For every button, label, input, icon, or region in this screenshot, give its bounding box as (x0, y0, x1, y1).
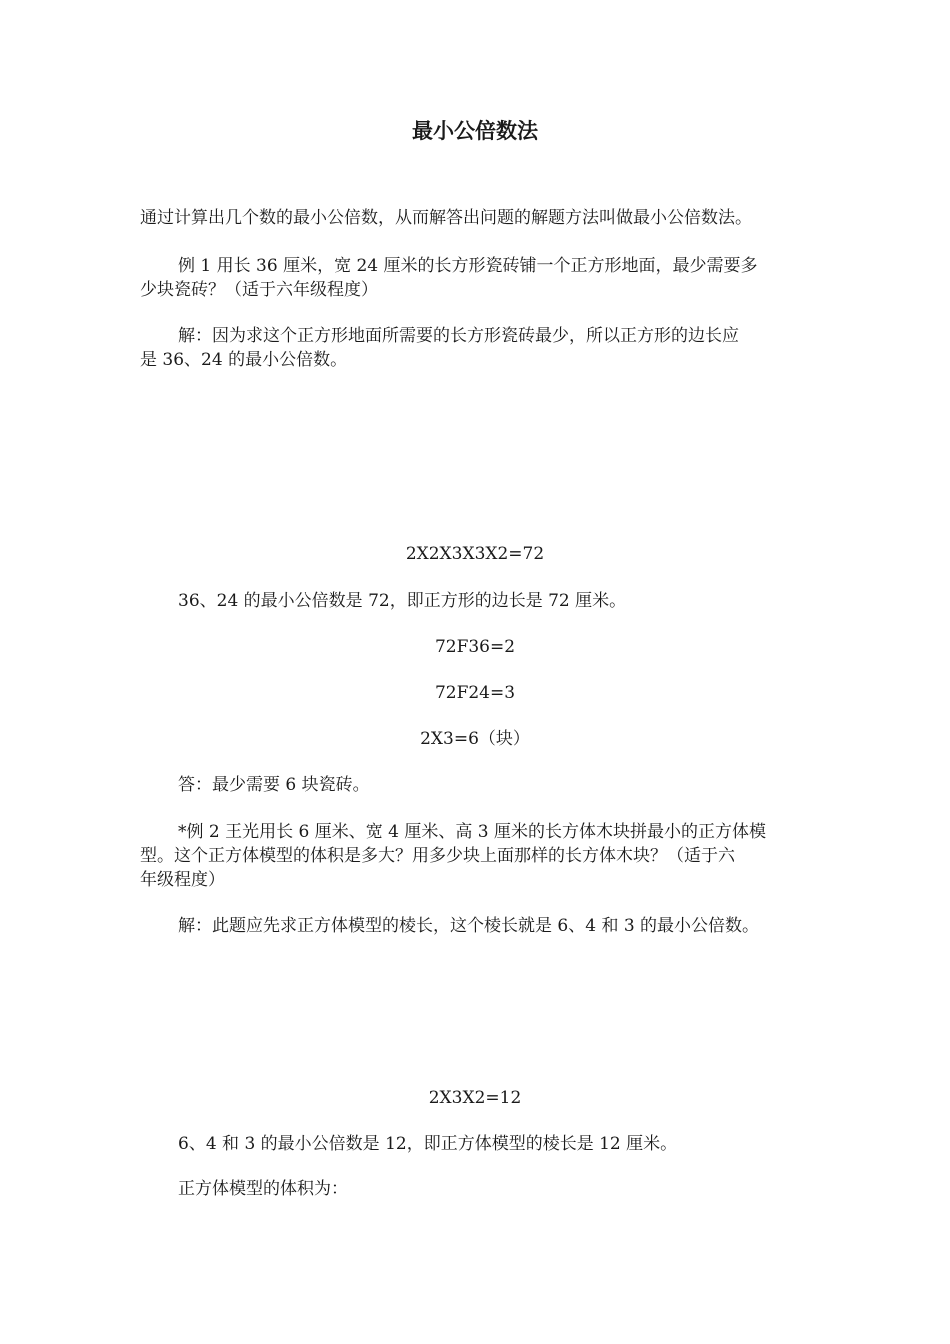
document-title: 最小公倍数法 (412, 118, 538, 143)
example1-factorization: 2X2X3X3X2=72 (405, 544, 545, 564)
example1-lcm-statement: 36、24 的最小公倍数是 72，即正方形的边长是 72 厘米。 (178, 591, 627, 611)
example1-solution-line1: 解：因为求这个正方形地面所需要的长方形瓷砖最少，所以正方形的边长应 (178, 326, 739, 346)
example1-question-line1: 例 1 用长 36 厘米，宽 24 厘米的长方形瓷砖铺一个正方形地面，最少需要多 (178, 256, 758, 276)
example1-division-2: 72F24=3 (434, 683, 516, 703)
example2-question-line2: 型。这个正方体模型的体积是多大？用多少块上面那样的长方体木块？（适于六 (140, 846, 735, 866)
example2-solution: 解：此题应先求正方体模型的棱长，这个棱长就是 6、4 和 3 的最小公倍数。 (178, 916, 760, 936)
example2-lcm-statement: 6、4 和 3 的最小公倍数是 12，即正方体模型的棱长是 12 厘米。 (178, 1134, 678, 1154)
example1-solution-line2: 是 36、24 的最小公倍数。 (140, 350, 348, 370)
example2-volume-label: 正方体模型的体积为： (178, 1179, 348, 1199)
example1-answer: 答：最少需要 6 块瓷砖。 (178, 775, 370, 795)
example1-multiplication: 2X3=6（块） (420, 729, 530, 749)
example2-factorization: 2X3X2=12 (428, 1088, 522, 1108)
intro-paragraph: 通过计算出几个数的最小公倍数，从而解答出问题的解题方法叫做最小公倍数法。 (140, 208, 752, 228)
example1-division-1: 72F36=2 (434, 637, 516, 657)
example1-question-line2: 少块瓷砖？（适于六年级程度） (140, 280, 378, 300)
example2-question-line1: *例 2 王光用长 6 厘米、宽 4 厘米、高 3 厘米的长方体木块拼最小的正方体模 (178, 822, 766, 842)
example2-question-line3: 年级程度） (140, 870, 225, 890)
